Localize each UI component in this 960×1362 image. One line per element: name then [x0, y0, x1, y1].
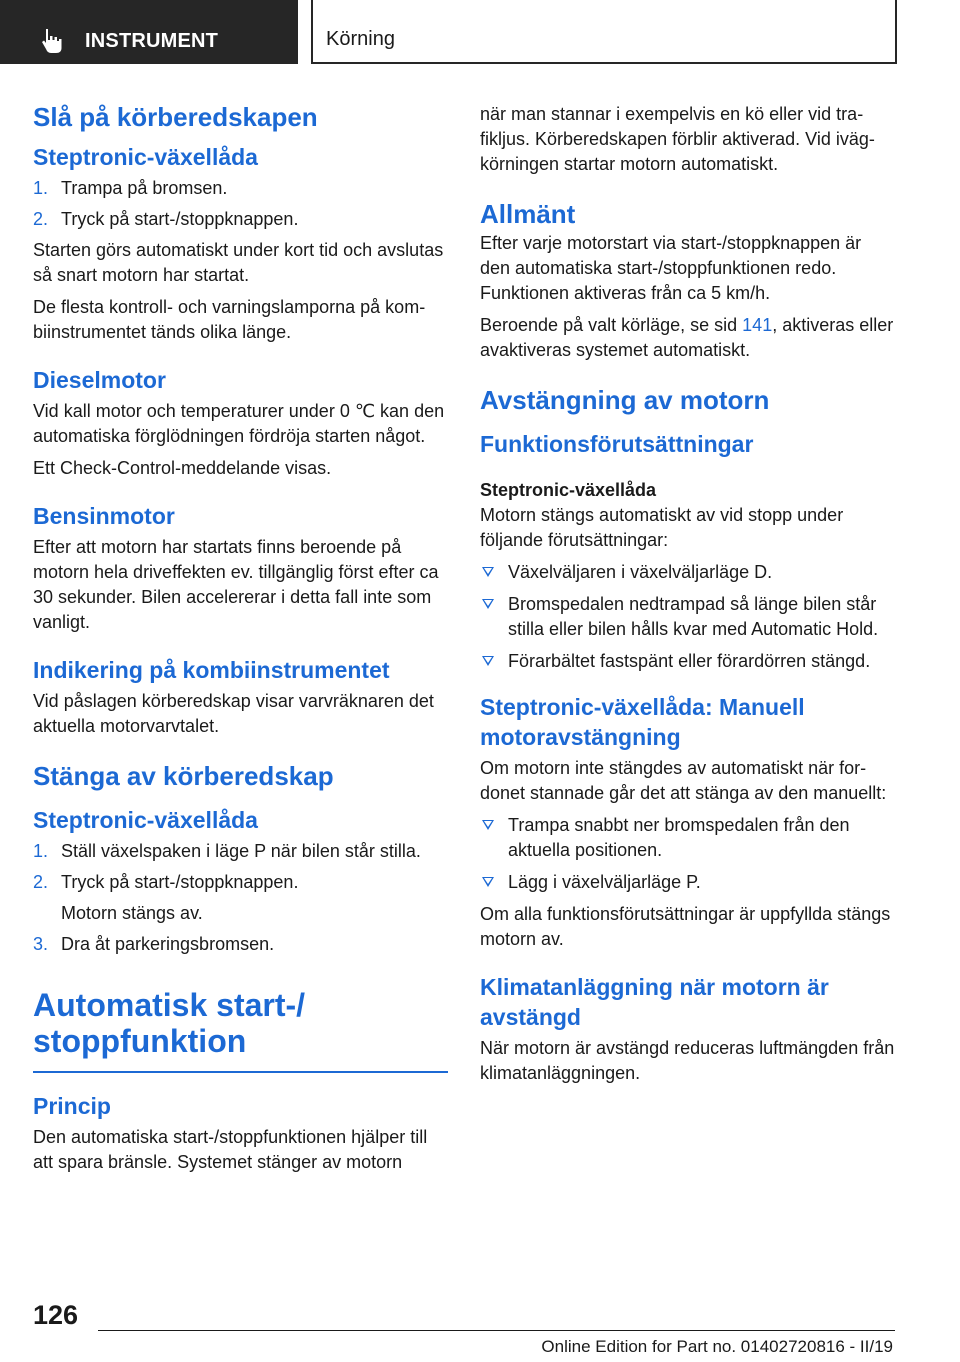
manual-list — [480, 813, 895, 895]
paragraph: När motorn är avstängd reduceras luftmängden från klimatanläggningen. — [480, 1038, 895, 1083]
heading-klimat: Klimatanläggning när motorn är avstängd — [480, 974, 829, 1030]
list-item: Förarbältet fastspänt eller förardörren stängd. — [480, 649, 895, 674]
left-column — [33, 100, 448, 1182]
heading-steptronic-1: Steptronic-växellåda — [33, 144, 258, 170]
triangle-bullet-icon — [482, 820, 494, 830]
triangle-bullet-icon — [482, 656, 494, 666]
hand-pointer-icon — [40, 27, 66, 55]
conditions-list — [480, 560, 895, 674]
paragraph: Beroende på valt körläge, se sid 141, aktiveras eller avaktiveras systemet automatiskt. — [480, 315, 894, 360]
paragraph: Den automatiska start-/stoppfunktionen hjälper till att spara bränsle. Systemet stänger av motorn — [33, 1127, 428, 1172]
chapter-label: Körning — [326, 28, 395, 50]
paragraph: Vid påslagen körberedskap visar varvräknaren det aktuella motorvarvtalet. — [33, 691, 434, 736]
paragraph: när man stannar i exempelvis en kö eller vid trafikljus. Körberedskapen förblir aktiverad. Vid ivägkörningen startar motorn automatiskt. — [480, 104, 875, 174]
heading-auto-startstop: Automatisk start-/ stoppfunktion — [33, 987, 306, 1059]
section-label: INSTRUMENT — [85, 30, 219, 52]
page-link[interactable]: 141 — [742, 315, 773, 335]
page-header — [0, 0, 960, 66]
list-item: Bromspedalen nedtrampad så länge bilen står stilla eller bilen hålls kvar med Automatic Hold. — [480, 592, 895, 642]
list-item: 2. Tryck på start-/stoppknappen. — [33, 209, 299, 229]
paragraph: Ett Check-Control-meddelande visas. — [33, 458, 332, 478]
heading-indikering: Indikering på kombiinstrumentet — [33, 657, 390, 683]
footer-rule — [98, 1330, 895, 1331]
heading-steptronic-2: Steptronic-växellåda — [33, 807, 258, 833]
list-item: Växelväljaren i växelväljarläge D. — [480, 560, 895, 585]
steps-off-list — [33, 839, 448, 957]
list-item: Trampa snabbt ner bromspedalen från den aktuella positionen. — [480, 813, 895, 863]
chapter-box — [311, 0, 897, 64]
paragraph: Starten görs automatiskt under kort tid och avslutas så snart motorn har startat. — [33, 240, 444, 285]
heading-funktion: Funktionsförutsättningar — [480, 431, 754, 457]
right-column — [480, 100, 895, 1093]
section-tab — [0, 0, 298, 64]
heading-korberedskap-on: Slå på körberedskapen — [33, 102, 318, 132]
list-item: 1. Trampa på bromsen. — [33, 178, 228, 198]
heading-diesel: Dieselmotor — [33, 367, 166, 393]
heading-korberedskap-off: Stänga av körberedskap — [33, 761, 334, 791]
heading-bensin: Bensinmotor — [33, 503, 175, 529]
footer-edition: Online Edition for Part no. 01402720816 - II/19 — [541, 1337, 893, 1356]
list-item: 2. Tryck på start-/stoppknappen. Motorn stängs av. — [33, 872, 299, 923]
paragraph: Vid kall motor och temperaturer under 0 ℃ kan den automatiska förglödningen fördröja starten något. — [33, 401, 445, 446]
paragraph: Efter att motorn har startats finns beroende på motorn hela driveffekten ev. tillgänglig först efter ca 30 sekunder. Bilen accelererar i detta fall inte som vanligt. — [33, 537, 439, 632]
paragraph: Om alla funktionsförutsättningar är uppfyllda stängs motorn av. — [480, 904, 891, 949]
triangle-bullet-icon — [482, 599, 494, 609]
page-number: 126 — [33, 1300, 79, 1330]
list-item: Lägg i växelväljarläge P. — [480, 870, 895, 895]
heading-rule — [33, 1071, 448, 1073]
heading-allmant: Allmänt — [480, 199, 576, 229]
heading-avstangning: Avstängning av motorn — [480, 385, 770, 415]
paragraph: Motorn stängs automatiskt av vid stopp under följande förutsättningar: — [480, 505, 844, 550]
heading-princip: Princip — [33, 1093, 111, 1119]
paragraph: Efter varje motorstart via start-/stoppknappen är den automatiska start-/stoppfunktionen redo. Funktionen aktiveras från ca 5 km/h. — [480, 233, 862, 303]
triangle-bullet-icon — [482, 877, 494, 887]
list-item: 3. Dra åt parkeringsbromsen. — [33, 934, 275, 954]
heading-manuell: Steptronic-växellåda: Manuell motoravstängning — [480, 694, 805, 750]
steps-on-list — [33, 176, 448, 232]
paragraph: De flesta kontroll- och varningslamporna på kombiinstrumentet tänds olika länge. — [33, 297, 426, 342]
heading-steptronic-3: Steptronic-växellåda — [480, 480, 657, 500]
paragraph: Om motorn inte stängdes av automatiskt när fordonet stannade går det att stänga av den manuellt: — [480, 758, 887, 803]
list-item: 1. Ställ växelspaken i läge P när bilen står stilla. — [33, 841, 421, 861]
triangle-bullet-icon — [482, 567, 494, 577]
